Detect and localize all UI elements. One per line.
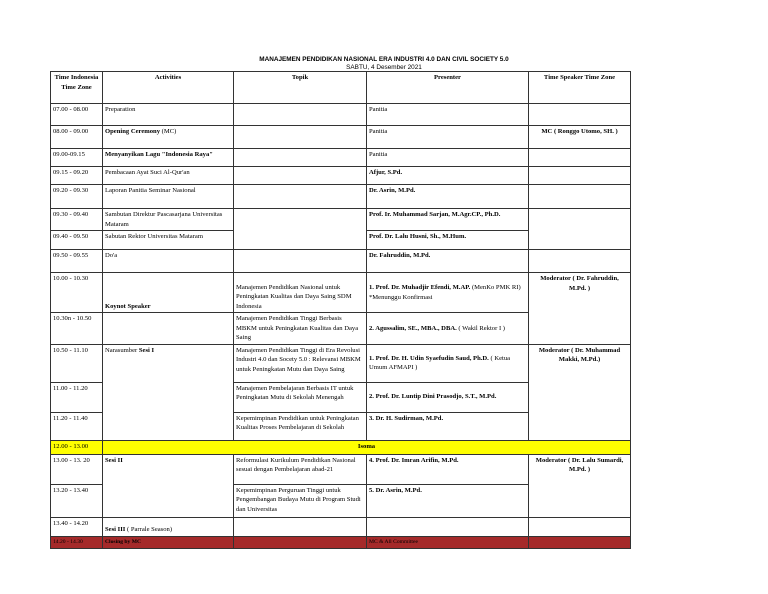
- topic-cell: Reformulasi Kurikulum Pendidikan Nasional sesuai dengan Pembelajaran abad-21: [234, 454, 367, 484]
- presenter-cell: Prof. Ir. Muhammad Sarjan, M.Agr.CP., Ph.D.: [367, 209, 529, 231]
- time-cell: 09.20 - 09.30: [51, 185, 103, 209]
- time-cell: 13.20 - 13.40: [51, 484, 103, 517]
- activity-suffix: (MC): [160, 128, 177, 135]
- activity-session: Sesi III: [105, 526, 126, 533]
- presenter-cell: [367, 313, 529, 345]
- activity-cell: Laporan Panitia Seminar Nasional: [103, 185, 234, 209]
- table-row: [51, 126, 631, 149]
- page-title: MANAJEMEN PENDIDIKAN NASIONAL ERA INDUSTRI 4.0 DAN CIVIL SOCIETY 5.0: [259, 56, 509, 63]
- time-cell: 10.30n - 10.50: [51, 313, 103, 345]
- time-cell: 09.30 - 09.40: [51, 209, 103, 231]
- table-row: [51, 209, 631, 231]
- table-row: [51, 484, 631, 517]
- time-cell: 09.15 - 09.20: [51, 167, 103, 185]
- page-date: SABTU, 4 Desember 2021: [346, 64, 422, 71]
- time-cell: 09.50 - 09.55: [51, 250, 103, 273]
- table-row: [51, 167, 631, 185]
- activity-cell: [103, 344, 234, 382]
- speaker-cell: Moderator ( Dr. Muhammad Makki, M.Pd.): [529, 344, 631, 382]
- activity-cell: Sesi II: [103, 454, 234, 484]
- activity-label: Narasumber: [105, 346, 139, 354]
- header-speaker-time: Time Speaker Time Zone: [529, 72, 631, 104]
- time-cell: 11.20 - 11.40: [51, 412, 103, 440]
- table-row: [51, 412, 631, 440]
- table-header-row: [51, 72, 631, 104]
- table-row-closing: [51, 536, 631, 549]
- presenter-cell: 3. Dr. H. Sudirman, M.Pd.: [367, 412, 529, 440]
- presenter-cell: Afjur, S.Pd.: [367, 167, 529, 185]
- table-row: [51, 313, 631, 345]
- schedule-table: [50, 71, 631, 549]
- presenter-cell: Panitia: [367, 149, 529, 167]
- presenter-note: ( Ketua Umum AFMAPI ): [369, 354, 511, 371]
- table-row-break: [51, 440, 631, 454]
- presenter-cell: MC & All Committee: [367, 536, 529, 549]
- presenter-name: 1. Prof. Dr. Muhadjir Efendi, M.AP.: [369, 284, 471, 291]
- table-row: [51, 149, 631, 167]
- time-cell: 12.00 - 13.00: [51, 440, 103, 454]
- table-row: [51, 382, 631, 412]
- time-cell: 08.00 - 09.00: [51, 126, 103, 149]
- header-topik: Topik: [234, 72, 367, 104]
- presenter-cell: Dr. Fahruddin, M.Pd.: [367, 250, 529, 273]
- activity-cell: Sabutan Rektor Universitas Mataram: [103, 231, 234, 250]
- table-row: [51, 517, 631, 536]
- activity-cell: Closing by MC: [103, 536, 234, 549]
- activity-cell: Pembacaan Ayat Suci Al-Qur'an: [103, 167, 234, 185]
- table-row: [51, 185, 631, 209]
- topic-cell: Manajemen Pendidikan Tinggi di Era Revolusi Industri 4.0 dan Socety 5.0 : Relevansi MBKM untuk Peningkatan Mutu dan Daya Saing: [234, 344, 367, 382]
- presenter-name: 1. Prof. Dr. H. Udin Syaefudin Saud, Ph.D.: [369, 354, 489, 362]
- presenter-note: ( Wakil Rektor I ): [456, 324, 505, 332]
- presenter-cell: 4. Prof. Dr. Imran Arifin, M.Pd.: [367, 454, 529, 484]
- activity-session: Sesi I: [138, 346, 155, 354]
- time-cell: 09.00-09.15: [51, 149, 103, 167]
- activity-cell: Menyanyikan Lagu "Indonesia Raya": [103, 149, 234, 167]
- presenter-cell: Prof. Dr. Lalu Husni, Sh., M.Hum.: [367, 231, 529, 250]
- speaker-cell: Moderator ( Dr. Lalu Sumardi, M.Pd. ): [529, 454, 631, 484]
- time-cell: 10.50 - 11.10: [51, 344, 103, 382]
- table-row: [51, 454, 631, 484]
- activity-cell: [103, 126, 234, 149]
- presenter-cell: Panitia: [367, 104, 529, 126]
- topic-cell: Kepemimpinan Perguruan Tinggi untuk Pengembangan Budaya Mutu di Program Studi dan Universitas: [234, 484, 367, 517]
- topic-cell: Manajemen Pembelajaran Berbasis IT untuk Peningkatan Mutu di Sekolah Menengah: [234, 382, 367, 412]
- presenter-note: (MenKo PMK RI) *Menunggu Konfirmasi: [369, 284, 521, 301]
- presenter-cell: 2. Prof. Dr. Luntip Dini Prasodjo, S.T., M.Pd.: [367, 382, 529, 412]
- header-presenter: Presenter: [367, 72, 529, 104]
- presenter-cell: Panitia: [367, 126, 529, 149]
- activity-label: Opening Ceremony: [105, 128, 161, 135]
- table-row: [51, 250, 631, 273]
- time-cell: 11.00 - 11.20: [51, 382, 103, 412]
- activity-cell: Koynot Speaker: [103, 273, 234, 313]
- time-cell: 14.20 - 14.30: [51, 536, 103, 549]
- time-cell: 10.00 - 10.30: [51, 273, 103, 313]
- topic-cell: Manajemen Pendidikan Nasional untuk Peningkatan Kualitas dan Daya Saing SDM Indonesia: [234, 273, 367, 313]
- presenter-cell: Dr. Asrin, M.Pd.: [367, 185, 529, 209]
- presenter-cell: [367, 344, 529, 382]
- header-activities: Activities: [103, 72, 234, 104]
- presenter-cell: 5. Dr. Asrin, M.Pd.: [367, 484, 529, 517]
- time-cell: 13.40 - 14.20: [51, 517, 103, 536]
- activity-cell: Sambutan Direktur Pascasarjana Universitas Mataram: [103, 209, 234, 231]
- table-row: [51, 273, 631, 313]
- activity-cell: Do'a: [103, 250, 234, 273]
- activity-cell: [103, 517, 234, 536]
- header-time: Time Indonesia Time Zone: [51, 72, 103, 104]
- time-cell: 09.40 - 09.50: [51, 231, 103, 250]
- break-label: Isoma: [103, 440, 631, 454]
- speaker-cell: Moderator ( Dr. Fahruddin, M.Pd. ): [529, 273, 631, 313]
- presenter-name: 2. Agussalim, SE., MBA., DBA.: [369, 324, 457, 332]
- topic-cell: Manajemen Pendidikan Tinggi Berbasis MBKM untuk Peningkatan Kualitas dan Daya Saing: [234, 313, 367, 345]
- time-cell: 07.00 - 08.00: [51, 104, 103, 126]
- table-row: [51, 231, 631, 250]
- topic-cell: Kepemimpinan Pendidikan untuk Peningkatan Kualitas Proses Pembelajaran di Sekolah: [234, 412, 367, 440]
- table-row: [51, 344, 631, 382]
- table-row: [51, 104, 631, 126]
- time-cell: 13.00 - 13. 20: [51, 454, 103, 484]
- activity-label: ( Parrale Season): [125, 526, 173, 533]
- presenter-cell: [367, 273, 529, 313]
- activity-cell: Preparation: [103, 104, 234, 126]
- speaker-cell: MC ( Ronggo Utomo, SH. ): [529, 126, 631, 149]
